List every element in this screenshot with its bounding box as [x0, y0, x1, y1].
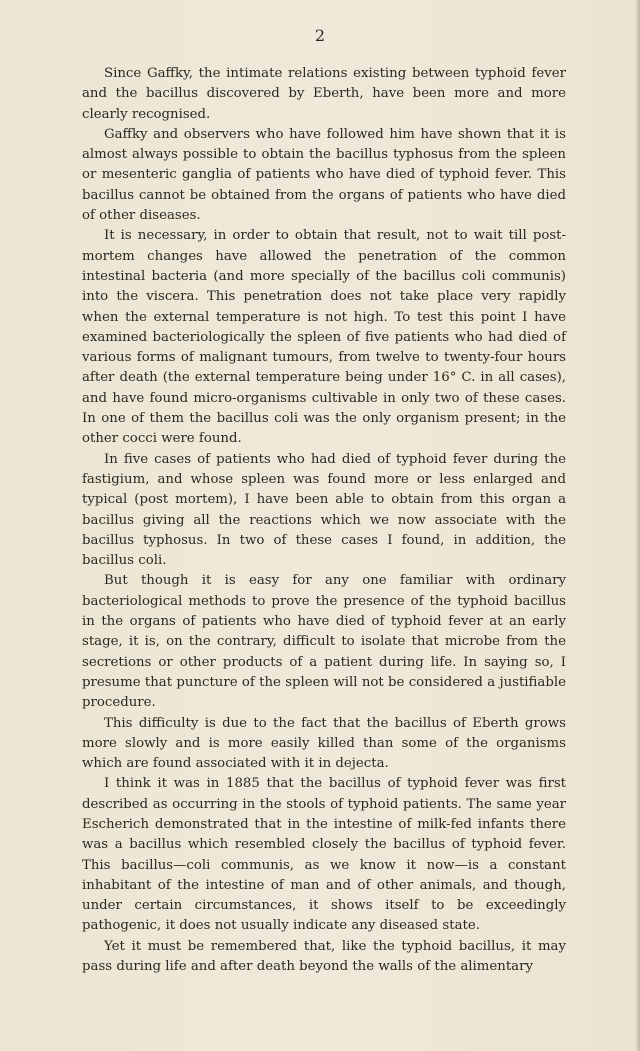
- paragraph: But though it is easy for any one familiar with ordinary bacteriological methods to prove the presence of the typhoid bacillus in the organs of patients who have died of typhoid fever at an early stage, it is, on the contrary, difficult to isolate that microbe from the secretions or other products of a patient during life. In saying so, I presume that puncture of the spleen will not be considered a justifiable procedure.: [82, 573, 566, 711]
- page-edge-shadow: [635, 0, 640, 1051]
- paragraph: It is necessary, in order to obtain that result, not to wait till post-mortem changes have allowed the penetration of the common intestinal bacteria (and more specially of the bacillus coli communis) into the viscera. This penetration does not take place very rapidly when the external temperature is not high. To test this point I have examined bacteriologically the spleen of five patients who had died of various forms of malignant tumours, from twelve to twenty-four hours after death (the external temperature being under 16° C. in all cases), and have found micro-organisms cultivable in only two of these cases. In one of them the bacillus coli was the only organism present; in the other cocci were found.: [82, 228, 566, 447]
- paragraph: Since Gaffky, the intimate relations existing between typhoid fever and the bacillus discovered by Eberth, have been more and more clearly recognised.: [82, 66, 566, 122]
- page-number: 2: [314, 26, 326, 45]
- paragraph: In five cases of patients who had died of typhoid fever during the fastigium, and whose spleen was found more or less enlarged and typical (post mortem), I have been able to obtain from this organ a bacillus giving all the reactions which we now associate with the bacillus typhosus. In two of these cases I found, in addition, the bacillus coli.: [82, 451, 566, 569]
- paragraph: Yet it must be remembered that, like the typhoid bacillus, it may pass during life and after death beyond the walls of the alimentary: [82, 938, 566, 975]
- paragraph: This difficulty is due to the fact that the bacillus of Eberth grows more slowly and is more easily killed than some of the organisms which are found associated with it in dejecta.: [82, 715, 566, 772]
- paragraph: I think it was in 1885 that the bacillus of typhoid fever was first described as occurring in the stools of typhoid patients. The same year Escherich demonstrated that in the intestine of milk-fed infants there was a bacillus which resembled closely the bacillus of typhoid fever. This bacillus—coli communis, as we know it now—is a constant inhabitant of the intestine of man and of other animals, and though, under certain circumstances, it shows itself to be exceedingly pathogenic, it does not usually indicate any diseased state.: [82, 776, 566, 934]
- paragraph: Gaffky and observers who have followed him have shown that it is almost always possible to obtain the bacillus typhosus from the spleen or mesenteric ganglia of patients who have died of typhoid fever. This bacillus cannot be obtained from the organs of patients who have died of other diseases.: [82, 126, 566, 224]
- body-text: [82, 64, 566, 977]
